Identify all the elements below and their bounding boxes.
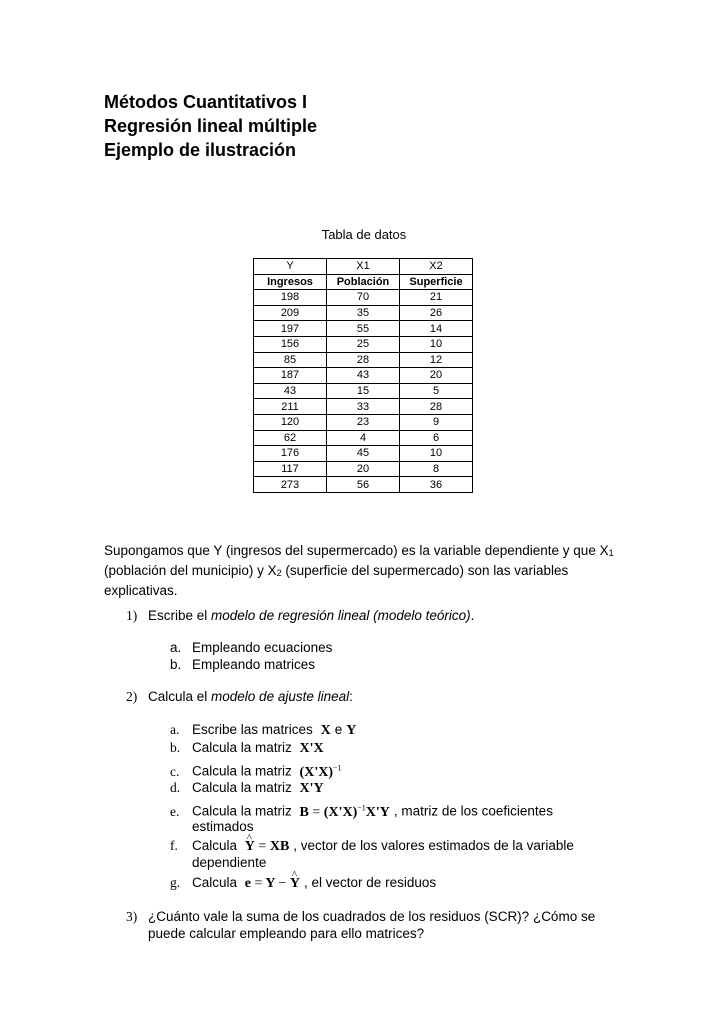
formula-yhat xyxy=(245,839,289,854)
table-cell: 4 xyxy=(327,430,400,446)
intro-sub-2: 2 xyxy=(276,568,282,578)
table-cell: 45 xyxy=(327,446,400,462)
matrix-xtx: X'X xyxy=(299,741,324,756)
question-2 xyxy=(126,688,353,705)
matrix-y: Y xyxy=(346,723,357,738)
question-1-emphasis: modelo de regresión lineal (modelo teórico) xyxy=(211,608,471,623)
inverse-exponent: −1 xyxy=(332,763,342,772)
table-cell: 25 xyxy=(327,336,400,352)
question-2-number: 2) xyxy=(126,689,138,704)
table-row xyxy=(254,461,473,477)
title-line-2: Regresión lineal múltiple xyxy=(104,116,318,136)
table-cell: 117 xyxy=(254,461,327,477)
formula-yhat-lhs: ^ Y xyxy=(245,838,255,855)
list-item xyxy=(170,639,332,656)
list-item xyxy=(170,759,346,781)
table-row xyxy=(254,352,473,368)
table-cell: 36 xyxy=(400,477,473,493)
table-cell: 56 xyxy=(327,477,400,493)
table-row xyxy=(254,446,473,462)
formula-yhat-eq: = xyxy=(258,839,267,854)
table-cell: 23 xyxy=(327,414,400,430)
table-cell: 211 xyxy=(254,399,327,415)
table-cell: 10 xyxy=(400,446,473,462)
table-row xyxy=(254,430,473,446)
list-item xyxy=(170,739,328,757)
table-cell: 43 xyxy=(254,383,327,399)
table-cell: 9 xyxy=(400,414,473,430)
table-subheader-row xyxy=(254,274,473,290)
page-title xyxy=(104,90,317,162)
table-cell: 62 xyxy=(254,430,327,446)
table-cell: 28 xyxy=(400,399,473,415)
item-conj: e xyxy=(334,722,343,737)
formula-e-lhs: e xyxy=(244,876,252,891)
question-3-line-1: ¿Cuánto vale la suma de los cuadrados de los residuos (SCR)? ¿Cómo se xyxy=(148,909,596,924)
table-row xyxy=(254,477,473,493)
formula-b-xtx: (X'X) xyxy=(323,804,358,820)
matrix-x: X xyxy=(320,723,331,738)
item-text: Empleando ecuaciones xyxy=(192,640,333,655)
table-row xyxy=(254,336,473,352)
item-text: Calcula xyxy=(192,875,238,890)
table-cell: 209 xyxy=(254,305,327,321)
table-cell: 85 xyxy=(254,352,327,368)
item-text: Calcula la matriz xyxy=(192,803,292,819)
item-post: , el vector de residuos xyxy=(304,875,437,890)
formula-b-eq: = xyxy=(312,804,321,820)
question-1-text: Escribe el xyxy=(148,608,212,623)
col-header-x1: X1 xyxy=(327,259,400,275)
formula-e-eq: = xyxy=(254,876,263,891)
item-text: Calcula la matriz xyxy=(192,763,292,779)
table-cell: 197 xyxy=(254,321,327,337)
item-text: Escribe las matrices xyxy=(192,722,313,737)
item-continuation: dependiente xyxy=(192,855,267,870)
question-2-emphasis: modelo de ajuste lineal xyxy=(211,689,350,704)
table-row xyxy=(254,305,473,321)
formula-residuals xyxy=(245,876,300,891)
table-cell: 120 xyxy=(254,414,327,430)
list-item xyxy=(170,779,328,797)
list-item xyxy=(170,837,574,855)
item-letter: g. xyxy=(170,875,181,890)
formula-b-exp: −1 xyxy=(357,803,366,812)
question-3-number: 3) xyxy=(126,909,138,924)
item-letter: e. xyxy=(170,803,180,819)
item-letter: a. xyxy=(170,640,182,655)
formula-b xyxy=(300,805,390,820)
table-cell: 10 xyxy=(400,336,473,352)
matrix-xty: X'Y xyxy=(299,781,324,796)
item-text: Calcula la matriz xyxy=(192,740,292,755)
table-cell: 14 xyxy=(400,321,473,337)
question-1 xyxy=(126,607,474,624)
formula-yhat-rhs: XB xyxy=(269,839,290,854)
col-name-superficie: Superficie xyxy=(400,274,473,290)
item-post: , matriz de los coeficientes xyxy=(393,803,553,819)
item-letter: a. xyxy=(170,722,180,737)
question-1-end: . xyxy=(470,608,475,623)
table-cell: 8 xyxy=(400,461,473,477)
table-row xyxy=(254,414,473,430)
col-header-x2: X2 xyxy=(400,259,473,275)
table-row xyxy=(254,383,473,399)
item-letter: f. xyxy=(170,838,178,853)
intro-text-2: (población del municipio) y X xyxy=(104,563,277,578)
table-cell: 26 xyxy=(400,305,473,321)
table-cell: 35 xyxy=(327,305,400,321)
col-name-ingresos: Ingresos xyxy=(254,274,327,290)
table-cell: 176 xyxy=(254,446,327,462)
intro-sub-1: 1 xyxy=(608,548,614,558)
list-item xyxy=(170,656,315,673)
table-header-row xyxy=(254,259,473,275)
item-letter: b. xyxy=(170,657,182,672)
list-item xyxy=(170,874,436,892)
question-1-number: 1) xyxy=(126,608,138,623)
item-letter: d. xyxy=(170,780,181,795)
list-item xyxy=(170,721,360,739)
item-letter: c. xyxy=(170,763,180,779)
table-cell: 20 xyxy=(400,368,473,384)
table-caption xyxy=(0,227,728,242)
formula-e-yhat: ^ Y xyxy=(290,875,300,892)
question-2-text: Calcula el xyxy=(148,689,212,704)
intro-text-3: (superficie del supermercado) son las variables explicativas. xyxy=(104,563,569,598)
table-cell: 6 xyxy=(400,430,473,446)
question-3 xyxy=(126,908,595,925)
table-cell: 20 xyxy=(327,461,400,477)
question-2-end: : xyxy=(349,689,353,704)
table-cell: 15 xyxy=(327,383,400,399)
title-line-3: Ejemplo de ilustración xyxy=(104,140,297,160)
intro-text-1: Supongamos que Y (ingresos del supermercado) es la variable dependiente y que X xyxy=(104,543,609,558)
table-cell: 198 xyxy=(254,290,327,306)
item-text: Calcula la matriz xyxy=(192,780,292,795)
item-continuation: estimados xyxy=(192,819,254,834)
question-3-line-2: puede calcular empleando para ello matrices? xyxy=(148,926,425,941)
table-row xyxy=(254,290,473,306)
table-cell: 156 xyxy=(254,336,327,352)
item-text: Empleando matrices xyxy=(192,657,316,672)
col-name-poblacion: Población xyxy=(327,274,400,290)
table-row xyxy=(254,368,473,384)
matrix-xtx-paren: (X'X) xyxy=(299,764,333,780)
table-cell: 70 xyxy=(327,290,400,306)
table-cell: 28 xyxy=(327,352,400,368)
table-row xyxy=(254,321,473,337)
formula-b-xty: X'Y xyxy=(365,804,390,820)
formula-e-y: Y xyxy=(265,876,275,891)
table-cell: 55 xyxy=(327,321,400,337)
table-cell: 21 xyxy=(400,290,473,306)
formula-e-minus: − xyxy=(278,876,287,891)
item-text: Calcula xyxy=(192,838,238,853)
item-post: , vector de los valores estimados de la variable xyxy=(293,838,574,853)
table-cell: 33 xyxy=(327,399,400,415)
data-table xyxy=(253,258,473,493)
table-cell: 273 xyxy=(254,477,327,493)
table-cell: 187 xyxy=(254,368,327,384)
formula-b-lhs: B xyxy=(299,804,309,820)
table-cell: 5 xyxy=(400,383,473,399)
col-header-y: Y xyxy=(254,259,327,275)
item-letter: b. xyxy=(170,740,181,755)
table-cell: 12 xyxy=(400,352,473,368)
table-cell: 43 xyxy=(327,368,400,384)
title-line-1: Métodos Cuantitativos I xyxy=(104,92,308,112)
table-row xyxy=(254,399,473,415)
intro-paragraph xyxy=(104,542,624,599)
matrix-xtx-inverse xyxy=(300,765,342,780)
table-caption-text: Tabla de datos xyxy=(321,227,407,242)
